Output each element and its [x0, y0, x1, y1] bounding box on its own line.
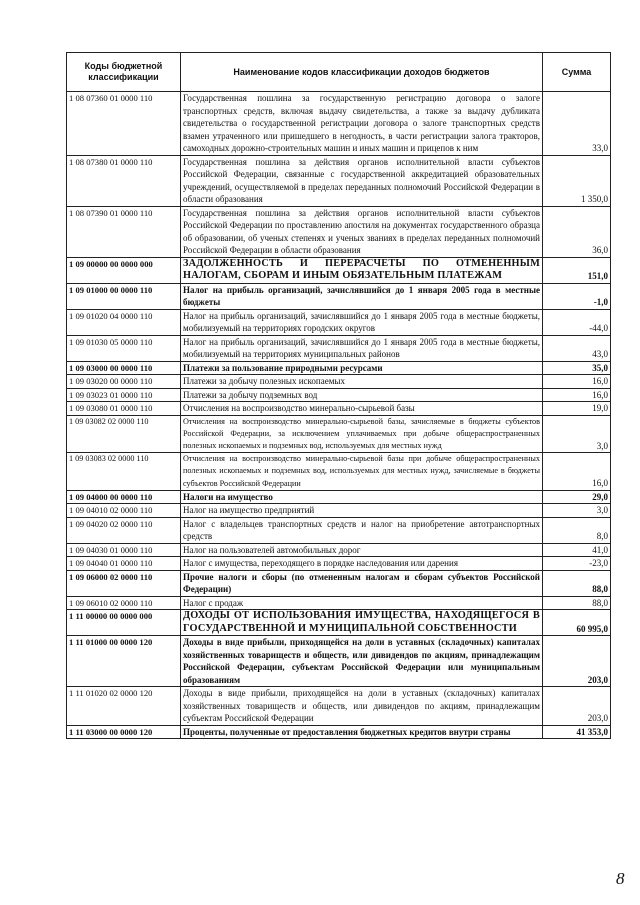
- row-sum: 203,0: [543, 636, 611, 687]
- row-name: Налог на прибыль организаций, зачислявшийся до 1 января 2005 года в местные бюджеты, мобилизуемый на территориях городских округов: [181, 309, 543, 335]
- row-code: 1 09 06000 02 0000 110: [67, 570, 181, 596]
- row-code: 1 08 07380 01 0000 110: [67, 155, 181, 206]
- row-name: Доходы в виде прибыли, приходящейся на доли в уставных (складочных) капиталах хозяйственных товариществ и обществ, или дивидендов по акциям, принадлежащим субъектам Российской Федерации: [181, 687, 543, 726]
- row-sum: 19,0: [543, 402, 611, 416]
- row-sum: 33,0: [543, 92, 611, 156]
- row-sum: -44,0: [543, 309, 611, 335]
- row-code: 1 09 03020 00 0000 110: [67, 375, 181, 389]
- row-sum: 3,0: [543, 504, 611, 518]
- row-name: Государственная пошлина за государственную регистрацию договора о залоге транспортных средств, включая выдачу свидетельства, а также за выдачу дубликата свидетельства о государственной регистрации договора о залоге транспортных средств взамен утраченного или пришедшего в негодность, в части регистрации залога тракторов, самоходных дорожно-строительных машин и иных машин и прицепов к ним: [181, 92, 543, 156]
- table-row: [67, 557, 611, 571]
- table-row: [67, 375, 611, 389]
- revenue-table: [66, 52, 611, 739]
- row-code: 1 09 00000 00 0000 000: [67, 257, 181, 283]
- row-code: 1 09 04040 01 0000 110: [67, 557, 181, 571]
- row-sum: -23,0: [543, 557, 611, 571]
- table-row-subtotal: [67, 725, 611, 739]
- row-code: 1 09 03080 01 0000 110: [67, 402, 181, 416]
- header-name: Наименование кодов классификации доходов бюджетов: [181, 53, 543, 92]
- row-name: Государственная пошлина за действия органов исполнительной власти субъектов Российской Федерации по проставлению апостиля на документах государственного образца об образовании, об ученых степенях и ученых званиях в пределах переданных полномочий Российской Федерации в области образования: [181, 206, 543, 257]
- header-sum: Сумма: [543, 53, 611, 92]
- table-row: [67, 596, 611, 610]
- row-name: Платежи за пользование природными ресурсами: [181, 361, 543, 375]
- row-sum: 151,0: [543, 257, 611, 283]
- row-sum: 36,0: [543, 206, 611, 257]
- row-code: 1 09 03023 01 0000 110: [67, 388, 181, 402]
- row-code: 1 11 01000 00 0000 120: [67, 636, 181, 687]
- row-sum: 88,0: [543, 596, 611, 610]
- row-sum: 16,0: [543, 388, 611, 402]
- row-name: Отчисления на воспроизводство минерально-сырьевой базы, зачисляемые в бюджеты субъектов Российской Федерации, за исключением уплачиваемых при добыче общераспространенных полезных ископаемых и подземных вод, используемых для местных нужд: [181, 415, 543, 453]
- row-code: 1 09 04010 02 0000 110: [67, 504, 181, 518]
- row-sum: 3,0: [543, 415, 611, 453]
- table-row-subtotal: [67, 490, 611, 504]
- row-sum: 16,0: [543, 375, 611, 389]
- row-name: Отчисления на воспроизводство минерально-сырьевой базы при добыче общераспространенных полезных ископаемых и подземных вод, используемых для местных нужд, зачисляемые в бюджеты субъектов Российской Федерации: [181, 453, 543, 491]
- row-code: 1 09 03000 00 0000 110: [67, 361, 181, 375]
- table-row-subtotal: [67, 570, 611, 596]
- row-code: 1 08 07390 01 0000 110: [67, 206, 181, 257]
- table-row-section: [67, 257, 611, 283]
- row-sum: 60 995,0: [543, 610, 611, 636]
- row-sum: 29,0: [543, 490, 611, 504]
- table-row-subtotal: [67, 361, 611, 375]
- row-name: Налог с имущества, переходящего в порядке наследования или дарения: [181, 557, 543, 571]
- table-header-row: [67, 53, 611, 92]
- row-code: 1 09 01000 00 0000 110: [67, 283, 181, 309]
- row-code: 1 11 01020 02 0000 120: [67, 687, 181, 726]
- table-row: [67, 309, 611, 335]
- table-row-subtotal: [67, 283, 611, 309]
- table-row-section: [67, 610, 611, 636]
- table-row-subtotal: [67, 636, 611, 687]
- table-row: [67, 415, 611, 453]
- row-name: Налог на прибыль организаций, зачислявшийся до 1 января 2005 года в местные бюджеты: [181, 283, 543, 309]
- row-name: Доходы в виде прибыли, приходящейся на доли в уставных (складочных) капиталах хозяйственных товариществ и обществ, или дивидендов по акциям, принадлежащим Российской Федерации, субъектам Российской Федерации или муниципальным образованиям: [181, 636, 543, 687]
- table-row: [67, 388, 611, 402]
- row-sum: 41,0: [543, 543, 611, 557]
- row-name: Налог на пользователей автомобильных дорог: [181, 543, 543, 557]
- row-name: Налог на прибыль организаций, зачислявшийся до 1 января 2005 года в местные бюджеты, мобилизуемый на территориях муниципальных районов: [181, 335, 543, 361]
- row-code: 1 09 06010 02 0000 110: [67, 596, 181, 610]
- row-name: Отчисления на воспроизводство минерально-сырьевой базы: [181, 402, 543, 416]
- table-row: [67, 504, 611, 518]
- row-code: 1 11 00000 00 0000 000: [67, 610, 181, 636]
- header-code: Коды бюджетной классификации: [67, 53, 181, 92]
- row-sum: -1,0: [543, 283, 611, 309]
- row-name: ДОХОДЫ ОТ ИСПОЛЬЗОВАНИЯ ИМУЩЕСТВА, НАХОДЯЩЕГОСЯ В ГОСУДАРСТВЕННОЙ И МУНИЦИПАЛЬНОЙ СОБСТВЕННОСТИ: [181, 610, 543, 636]
- table-row: [67, 92, 611, 156]
- table-row: [67, 543, 611, 557]
- row-sum: 35,0: [543, 361, 611, 375]
- row-name: Налог с владельцев транспортных средств и налог на приобретение автотранспортных средств: [181, 517, 543, 543]
- table-row: [67, 206, 611, 257]
- row-name: Налоги на имущество: [181, 490, 543, 504]
- row-name: Платежи за добычу полезных ископаемых: [181, 375, 543, 389]
- row-name: Прочие налоги и сборы (по отмененным налогам и сборам субъектов Российской Федерации): [181, 570, 543, 596]
- table-row: [67, 517, 611, 543]
- row-sum: 16,0: [543, 453, 611, 491]
- table-row: [67, 453, 611, 491]
- row-name: Государственная пошлина за действия органов исполнительной власти субъектов Российской Федерации, связанные с государственной аккредитацией образовательных учреждений, осуществляемой в пределах переданных полномочий Российской Федерации в области образования: [181, 155, 543, 206]
- row-code: 1 09 04030 01 0000 110: [67, 543, 181, 557]
- page-number: 8: [616, 869, 625, 888]
- row-sum: 1 350,0: [543, 155, 611, 206]
- table-row: [67, 335, 611, 361]
- row-name: Налог с продаж: [181, 596, 543, 610]
- row-code: 1 09 04000 00 0000 110: [67, 490, 181, 504]
- row-sum: 8,0: [543, 517, 611, 543]
- row-sum: 41 353,0: [543, 725, 611, 739]
- row-name: Проценты, полученные от предоставления бюджетных кредитов внутри страны: [181, 725, 543, 739]
- row-code: 1 09 01030 05 0000 110: [67, 335, 181, 361]
- row-sum: 88,0: [543, 570, 611, 596]
- row-code: 1 11 03000 00 0000 120: [67, 725, 181, 739]
- table-row: [67, 687, 611, 726]
- table-row: [67, 155, 611, 206]
- row-code: 1 08 07360 01 0000 110: [67, 92, 181, 156]
- revenue-classification-sheet: [66, 52, 610, 739]
- row-code: 1 09 03083 02 0000 110: [67, 453, 181, 491]
- row-sum: 43,0: [543, 335, 611, 361]
- row-sum: 203,0: [543, 687, 611, 726]
- row-name: Налог на имущество предприятий: [181, 504, 543, 518]
- row-name: ЗАДОЛЖЕННОСТЬ И ПЕРЕРАСЧЕТЫ ПО ОТМЕНЕННЫМ НАЛОГАМ, СБОРАМ И ИНЫМ ОБЯЗАТЕЛЬНЫМ ПЛАТЕЖАМ: [181, 257, 543, 283]
- row-code: 1 09 03082 02 0000 110: [67, 415, 181, 453]
- row-code: 1 09 01020 04 0000 110: [67, 309, 181, 335]
- table-row: [67, 402, 611, 416]
- row-code: 1 09 04020 02 0000 110: [67, 517, 181, 543]
- row-name: Платежи за добычу подземных вод: [181, 388, 543, 402]
